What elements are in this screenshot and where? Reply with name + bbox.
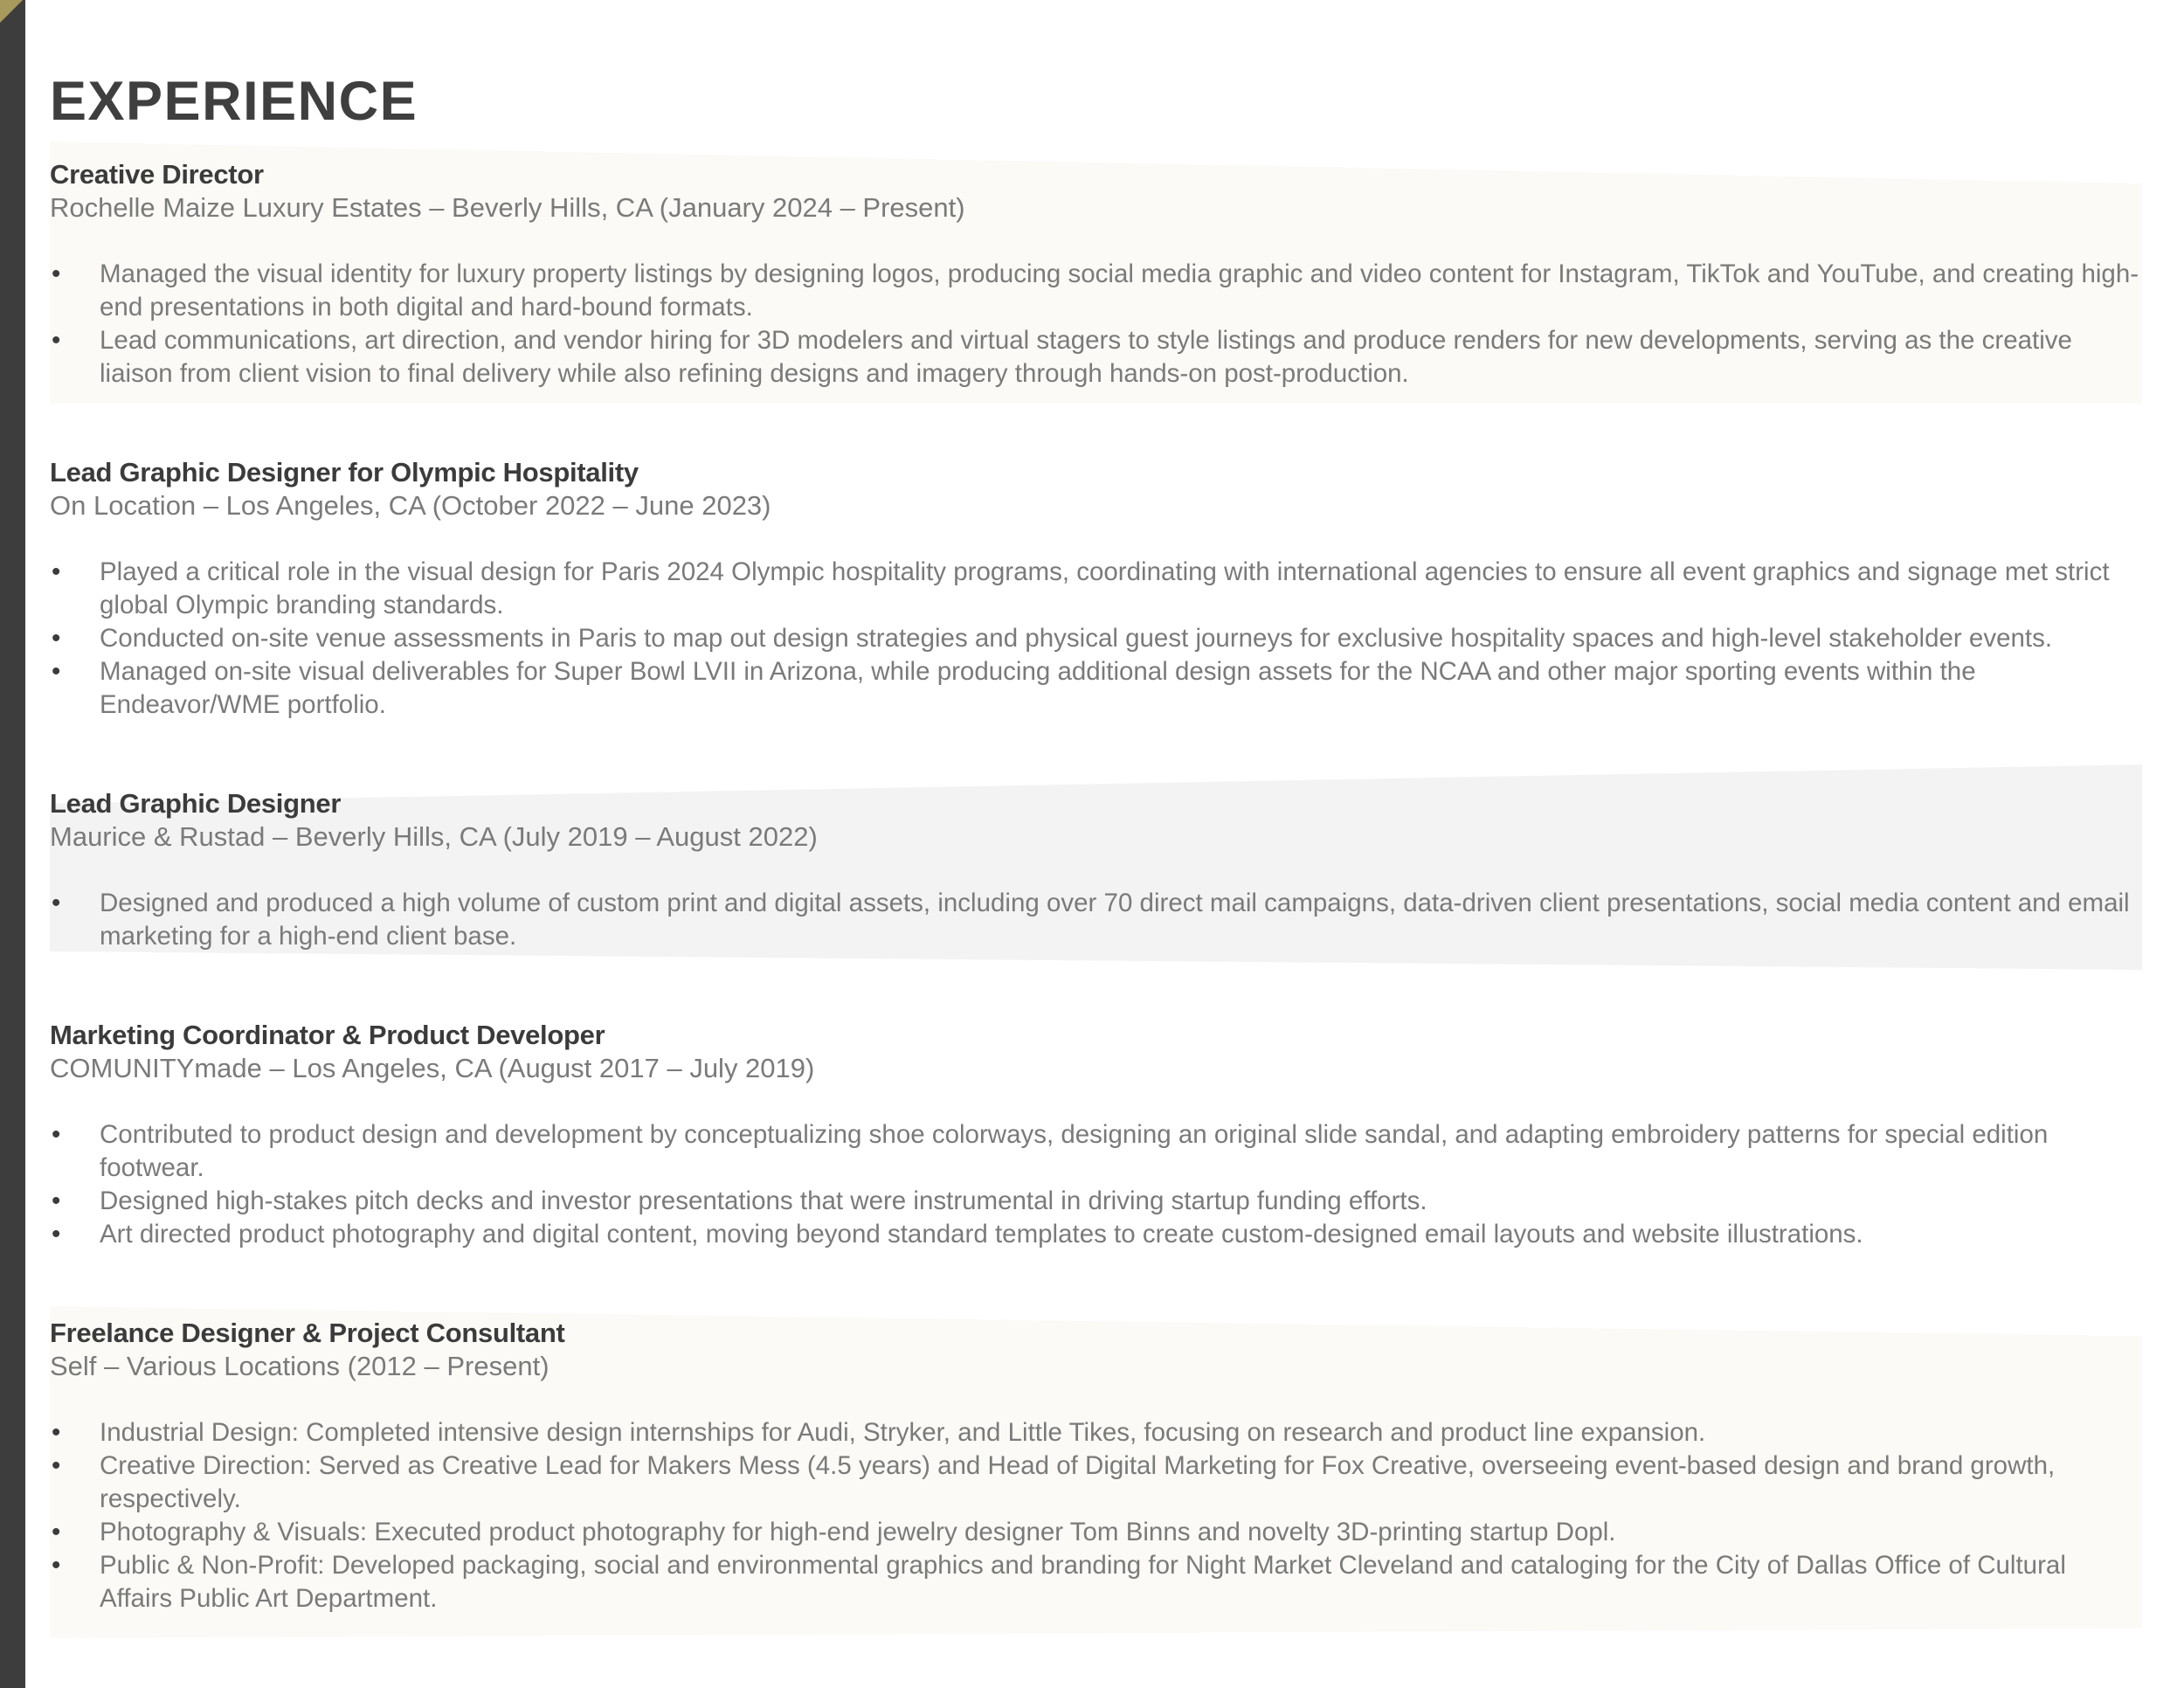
bullet-text: Photography & Visuals: Executed product photography for high-end jewelry designer Tom Binns and novelty 3D-printing startup Dopl.: [100, 1518, 1616, 1546]
bullet-text: Contributed to product design and development by conceptualizing shoe colorways, designing an original slide sandal, and adapting embroidery patterns for special edition footwear.: [100, 1120, 2049, 1182]
bullet-text: Public & Non-Profit: Developed packaging, social and environmental graphics and branding for Night Market Cleveland and cataloging for the City of Dallas Office of Cultural Affairs Public Art Department.: [100, 1551, 2066, 1613]
bullet-item: [50, 622, 2142, 655]
job-meta: COMUNITYmade – Los Angeles, CA (August 2017 – July 2019): [50, 1053, 815, 1083]
bullet-dot-icon: •: [52, 1418, 61, 1447]
bullet-dot-icon: •: [52, 889, 61, 917]
bullet-list: [50, 1118, 2142, 1251]
bullet-dot-icon: •: [52, 1120, 61, 1149]
bullet-item: [50, 1549, 2142, 1615]
bullet-text: Played a critical role in the visual design for Paris 2024 Olympic hospitality programs, coordinating with international agencies to ensure all event graphics and signage met strict global Olympic branding standards.: [100, 557, 2110, 619]
bullet-list: [50, 556, 2142, 722]
job-meta: Rochelle Maize Luxury Estates – Beverly Hills, CA (January 2024 – Present): [50, 192, 965, 223]
bullet-list: [50, 258, 2142, 391]
job-meta: On Location – Los Angeles, CA (October 2022 – June 2023): [50, 490, 771, 521]
job-title: Lead Graphic Designer for Olympic Hospitality: [50, 457, 639, 488]
job-entry-freelance-designer: [50, 1317, 2142, 1615]
job-title: Freelance Designer & Project Consultant: [50, 1318, 565, 1348]
bullet-text: Lead communications, art direction, and vendor hiring for 3D modelers and virtual stagers to style listings and produce renders for new developments, serving as the creative liaison from client vision to final delivery while also refining designs and imagery through hands-on post-production.: [100, 326, 2072, 388]
bullet-item: [50, 258, 2142, 324]
job-entry-marketing-coordinator: [50, 1019, 2142, 1251]
bullet-item: [50, 556, 2142, 622]
job-title: Creative Director: [50, 159, 264, 190]
bullet-item: [50, 655, 2142, 722]
bullet-dot-icon: •: [52, 1551, 61, 1580]
job-title: Marketing Coordinator & Product Developer: [50, 1020, 605, 1050]
bullet-dot-icon: •: [52, 326, 61, 355]
bullet-item: [50, 1218, 2142, 1251]
bullet-dot-icon: •: [52, 1451, 61, 1480]
bullet-dot-icon: •: [52, 1220, 61, 1249]
bullet-item: [50, 324, 2142, 391]
bullet-item: [50, 887, 2142, 953]
bullet-item: [50, 1416, 2142, 1449]
bullet-item: [50, 1516, 2142, 1549]
bullet-text: Managed the visual identity for luxury property listings by designing logos, producing social media graphic and video content for Instagram, TikTok and YouTube, and creating high-end presentations in both digital and hard-bound formats.: [100, 259, 2139, 322]
bullet-text: Managed on-site visual deliverables for Super Bowl LVII in Arizona, while producing additional design assets for the NCAA and other major sporting events within the Endeavor/WME portfolio.: [100, 657, 1976, 719]
bullet-dot-icon: •: [52, 557, 61, 586]
bullet-item: [50, 1118, 2142, 1185]
job-entry-creative-director: [50, 158, 2142, 391]
job-title: Lead Graphic Designer: [50, 788, 342, 819]
bullet-dot-icon: •: [52, 1518, 61, 1546]
section-heading: EXPERIENCE: [50, 71, 418, 132]
bullet-text: Industrial Design: Completed intensive design internships for Audi, Stryker, and Little Tikes, focusing on research and product line expansion.: [100, 1418, 1706, 1447]
bullet-dot-icon: •: [52, 624, 61, 653]
job-meta: Maurice & Rustad – Beverly Hills, CA (July 2019 – August 2022): [50, 821, 818, 852]
bullet-text: Conducted on-site venue assessments in Paris to map out design strategies and physical guest journeys for exclusive hospitality spaces and high-level stakeholder events.: [100, 624, 2053, 653]
bullet-text: Creative Direction: Served as Creative Lead for Makers Mess (4.5 years) and Head of Digital Marketing for Fox Creative, overseeing event-based design and brand growth, respectively.: [100, 1451, 2056, 1513]
bullet-dot-icon: •: [52, 1186, 61, 1215]
bullet-text: Designed high-stakes pitch decks and investor presentations that were instrumental in driving startup funding efforts.: [100, 1186, 1427, 1215]
bullet-text: Art directed product photography and digital content, moving beyond standard templates to create custom-designed email layouts and website illustrations.: [100, 1220, 1863, 1249]
bullet-item: [50, 1449, 2142, 1516]
bullet-text: Designed and produced a high volume of custom print and digital assets, including over 70 direct mail campaigns, data-driven client presentations, social media content and email marketing for a high-end client base.: [100, 889, 2130, 951]
bullet-dot-icon: •: [52, 259, 61, 288]
left-sidebar-stripe: [0, 0, 25, 1688]
bullet-item: [50, 1185, 2142, 1218]
job-entry-lead-graphic-designer: [50, 787, 2142, 953]
bullet-list: [50, 887, 2142, 953]
corner-accent: [0, 0, 23, 23]
bullet-dot-icon: •: [52, 657, 61, 686]
job-meta: Self – Various Locations (2012 – Present): [50, 1351, 549, 1381]
bullet-list: [50, 1416, 2142, 1615]
job-entry-olympic-hospitality: [50, 456, 2142, 722]
